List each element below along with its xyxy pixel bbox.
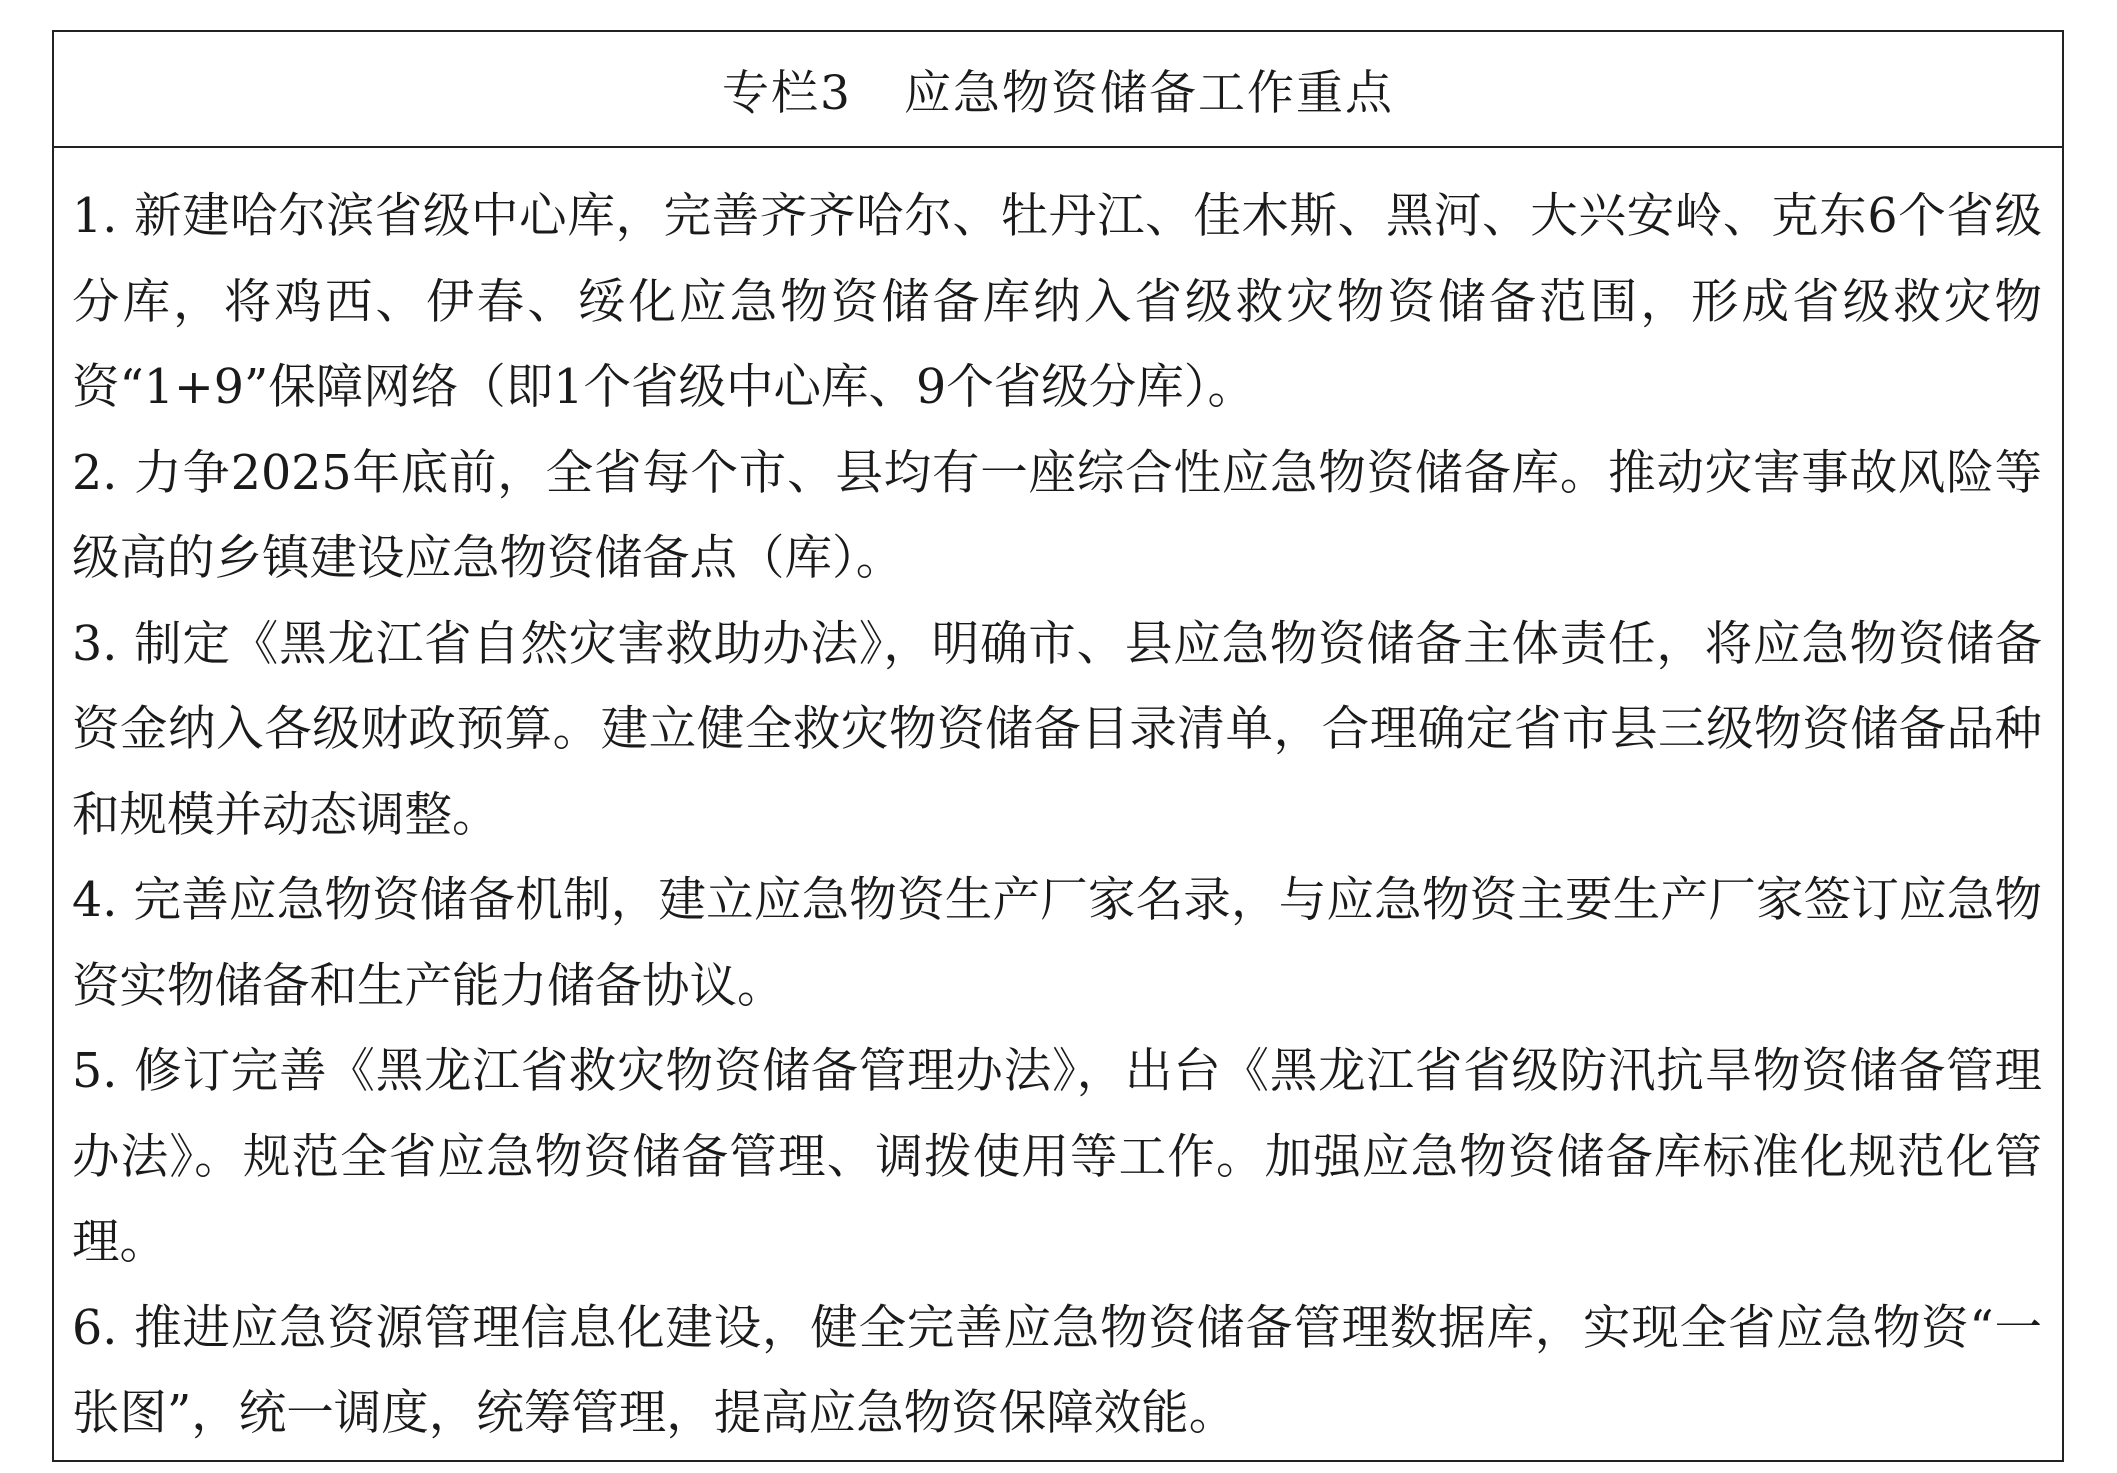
item-text: 完善应急物资储备机制，建立应急物资生产厂家名录，与应急物资主要生产厂家签订应急物资实物储备和生产能力储备协议。: [72, 873, 2042, 1014]
item-text: 修订完善《黑龙江省救灾物资储备管理办法》，出台《黑龙江省省级防汛抗旱物资储备管理办法》。规范全省应急物资储备管理、调拨使用等工作。加强应急物资储备库标准化规范化管理。: [72, 1044, 2042, 1270]
list-item: [72, 602, 2042, 859]
item-text: 力争2025年底前，全省每个市、县均有一座综合性应急物资储备库。推动灾害事故风险等级高的乡镇建设应急物资储备点（库）。: [72, 445, 2042, 586]
item-number: 4.: [72, 873, 118, 928]
item-number: 5.: [72, 1044, 118, 1099]
column-title-text: 应急物资储备工作重点: [903, 65, 1394, 121]
column-header: [54, 32, 2062, 148]
item-text: 新建哈尔滨省级中心库，完善齐齐哈尔、牡丹江、佳木斯、黑河、大兴安岭、克东6个省级分库，将鸡西、伊春、绥化应急物资储备库纳入省级救灾物资储备范围，形成省级救灾物资“1+9”保障网络（即1个省级中心库、9个省级分库）。: [72, 189, 2042, 415]
item-number: 2.: [72, 445, 118, 501]
column-box: [52, 30, 2064, 1462]
list-item: [72, 858, 2042, 1029]
list-item: [72, 174, 2042, 431]
item-text: 制定《黑龙江省自然灾害救助办法》，明确市、县应急物资储备主体责任，将应急物资储备资金纳入各级财政预算。建立健全救灾物资储备目录清单，合理确定省市县三级物资储备品种和规模并动态调整。: [72, 616, 2042, 843]
column-title: [722, 56, 1394, 123]
item-number: 6.: [72, 1300, 118, 1356]
list-item: [72, 1286, 2042, 1457]
item-text: 推进应急资源管理信息化建设，健全完善应急物资储备管理数据库，实现全省应急物资“一张图”，统一调度，统筹管理，提高应急物资保障效能。: [72, 1300, 2042, 1441]
list-item: [72, 431, 2042, 602]
list-item: [72, 1029, 2042, 1286]
column-label: 专栏3: [722, 65, 852, 121]
item-number: 1.: [72, 189, 118, 244]
item-number: 3.: [72, 616, 118, 672]
column-body: [54, 148, 2062, 1457]
